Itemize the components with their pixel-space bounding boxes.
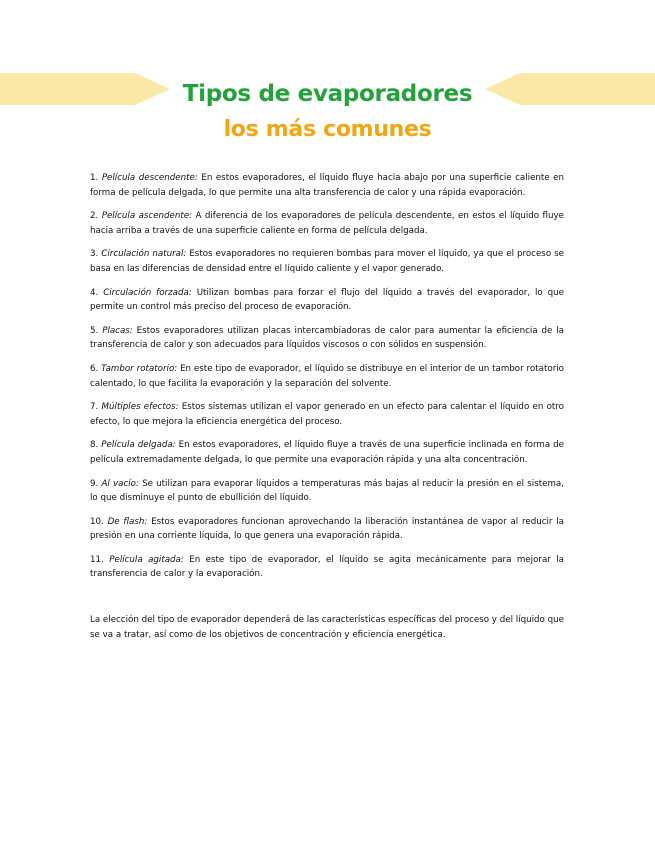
item-description: Estos evaporadores utilizan placas intercambiadoras de calor para aumentar la eficiencia de la transferencia de calor y son adecuados para líquidos viscosos o con sólidos en suspensión. [90,325,565,351]
list-item [90,286,564,315]
item-number: 4. [90,287,99,298]
item-number: 3. [90,249,99,260]
item-term: Película agitada: [109,554,184,565]
item-number: 7. [90,402,99,413]
item-number: 1. [90,173,99,183]
item-term: Placas: [102,325,133,336]
list-item [90,171,564,200]
list-item [90,515,564,544]
item-number: 9. [90,478,99,489]
list-item [90,438,564,467]
item-number: 6. [90,363,99,374]
item-description: En este tipo de evaporador, el líquido se distribuye en el interior de un tambor rotatorio calentado, lo que facilita la evaporación y la separación del solvente. [90,363,564,389]
conclusion-paragraph: La elección del tipo de evaporador dependerá de las características específicas del proceso y del líquido que se va a tratar, así como de los objetivos de concentración y eficiencia energética. [90,615,564,640]
item-description: A diferencia de los evaporadores de película descendente, en estos el líquido fluye hacia arriba a través de una superficie caliente en forma de película delgada. [90,211,564,236]
list-item [90,209,564,238]
item-description: Utilizan bombas para forzar el flujo del líquido a través del evaporador, lo que permite un control más preciso del proceso de evaporación. [90,287,565,313]
item-term: Circulación natural: [101,249,187,260]
item-term: Película delgada: [101,440,176,451]
list-item [90,553,564,582]
list-item [90,362,564,391]
item-term: Múltiples efectos: [101,402,179,413]
item-term: Película descendente: [101,173,198,183]
item-number: 8. [90,440,99,451]
list-item [90,324,564,353]
header [0,80,655,144]
item-description: Se utilizan para evaporar líquidos a temperaturas más bajas al reducir la presión en el sistema, lo que disminuye el punto de ebullición del líquido. [90,478,565,504]
evaporator-list [90,171,564,642]
item-term: Tambor rotatorio: [101,363,178,374]
item-term: De flash: [107,516,148,527]
page-title: Tipos de evaporadores [182,81,473,107]
item-description: En este tipo de evaporador, el líquido se agita mecánicamente para mejorar la transferencia de calor y la evaporación. [90,554,564,580]
item-number: 11. [90,554,104,565]
item-description: En estos evaporadores, el líquido fluye a través de una superficie inclinada en forma de película extremadamente delgada, lo que permite una evaporación rápida y una alta concentración. [90,440,565,465]
item-term: Al vacío: [101,478,139,489]
item-description: Estos sistemas utilizan el vapor generado en un efecto para calentar el líquido en otro efecto, lo que mejora la eficiencia energética del proceso. [90,402,564,427]
item-number: 5. [90,325,99,336]
item-description: Estos evaporadores funcionan aprovechando la liberación instantánea de vapor al reducir la presión en una corriente líquida, lo que genera una evaporación rápida. [90,516,564,542]
list-item [90,400,564,429]
page-subtitle: los más comunes [223,117,432,142]
item-number: 10. [90,516,104,527]
item-description: En estos evaporadores, el líquido fluye hacia abajo por una superficie caliente en forma de película delgada, lo que permite una alta transferencia de calor y una rápida evaporación. [90,173,565,198]
item-number: 2. [90,211,99,222]
item-term: Película ascendente: [101,211,193,222]
list-item [90,247,564,276]
list-item [90,477,564,506]
item-term: Circulación forzada: [103,287,192,298]
item-description: Estos evaporadores no requieren bombas para mover el líquido, ya que el proceso se basa en las diferencias de densidad entre el líquido caliente y el vapor generado. [90,249,564,274]
